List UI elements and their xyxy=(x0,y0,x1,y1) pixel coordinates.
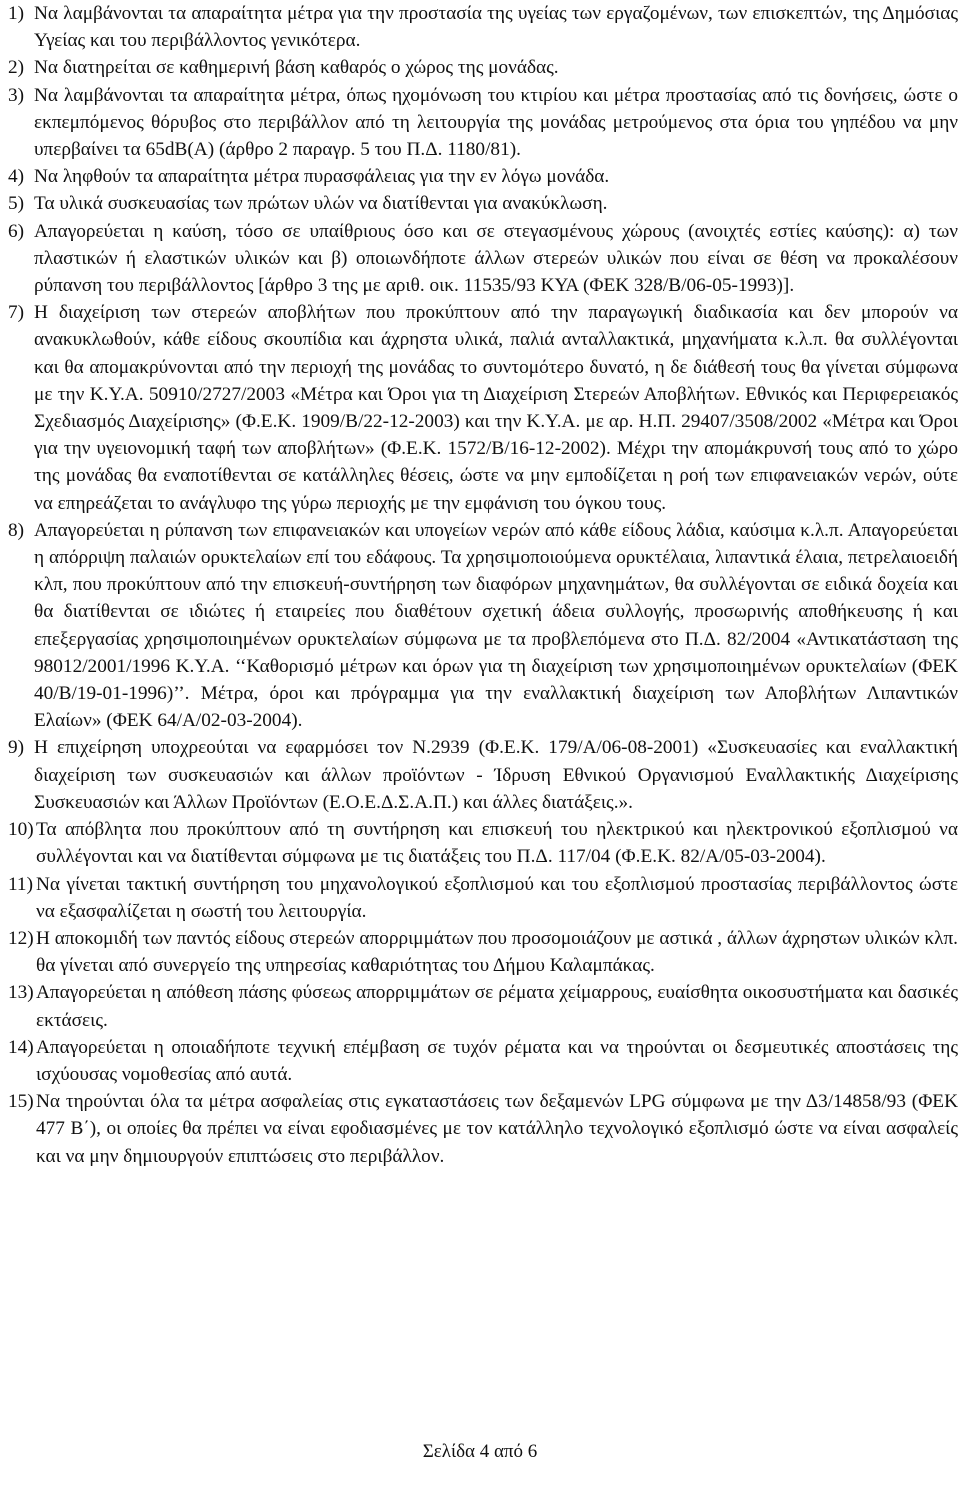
item-text: Να τηρούνται όλα τα μέτρα ασφαλείας στις εγκαταστάσεις των δεξαμενών LPG σύμφωνα με την Δ3/14858/93 (ΦΕΚ 477 Β΄), οι οποίες θα πρέπει να είναι εφοδιασμένες με τον κατάλληλο τεχνολογικό εξοπλισμό ώστε να είναι ασφαλείς και να μην δημιουργούν επιπτώσεις στο περιβάλλον. xyxy=(36,1091,958,1167)
list-item xyxy=(8,190,958,217)
item-number: 13) xyxy=(8,982,34,1004)
list-item xyxy=(8,1034,958,1088)
item-text: Απαγορεύεται η απόθεση πάσης φύσεως απορριμμάτων σε ρέματα χείμαρρους, ευαίσθητα οικοσυστήματα και δασικές εκτάσεις. xyxy=(36,982,958,1031)
item-number: 1) xyxy=(8,3,25,24)
item-text: Να ληφθούν τα απαραίτητα μέτρα πυρασφάλειας για την εν λόγω μονάδα. xyxy=(34,166,610,188)
item-text: Η διαχείριση των στερεών αποβλήτων που προκύπτουν από την παραγωγική διαδικασία και δεν μπορούν να ανακυκλωθούν, κάθε είδους σκουπίδια και άχρηστα υλικά, παλιά ανταλλακτικά, μηχανήματα κ.λ.π. θα συλλέγονται και θα απομακρύνονται από την περιοχή της μονάδας το συντομότερο δυνατό, η δε διάθεσή τους θα γίνεται σύμφωνα με την Κ.Υ.Α. 50910/2727/2003 «Μέτρα και Όροι για τη Διαχείριση Στερεών Αποβλήτων. Εθνικός και Περιφερειακός Σχεδιασμός Διαχείρισης» (Φ.Ε.Κ. 1909/Β/22-12-2003) και την Κ.Υ.Α. με αρ. Η.Π. 29407/3508/2002 «Μέτρα και Όροι για την υγειονομική ταφή των αποβλήτων» (Φ.Ε.Κ. 1572/Β/16-12-2002). Μέχρι την απομάκρυνσή τους από το χώρο της μονάδας θα εναποτίθενται σε κατάλληλες θέσεις, ώστε να μην εμποδίζεται η ροή των επιφανειακών νερών, ούτε να επηρεάζεται το ανάγλυφο της γύρω περιοχής με την εμφάνιση του όγκου τους. xyxy=(34,302,958,514)
item-text: Τα υλικά συσκευασίας των πρώτων υλών να διατίθενται για ανακύκλωση. xyxy=(34,193,608,215)
item-number: 10) xyxy=(8,819,34,841)
item-number: 6) xyxy=(8,220,25,242)
item-number: 9) xyxy=(8,737,25,759)
list-item xyxy=(8,163,958,190)
item-text: Απαγορεύεται η ρύπανση των επιφανειακών και υπογείων νερών από κάθε είδους λάδια, καύσιμα κ.λ.π. Απαγορεύεται η απόρριψη παλαιών ορυκτελαίων επί του εδάφους. Τα χρησιμοποιούμενα ορυκτέλαια, λιπαντικά έλαια, πετρελαιοειδή κλπ, που προκύπτουν από την επισκευή-συντήρηση των διαφόρων μηχανημάτων, θα συλλέγονται σε ειδικά δοχεία και θα διατίθενται σε ιδιώτες ή εταιρείες που διαθέτουν σχετική άδεια συλλογής, προσωρινής αποθήκευσης ή και επεξεργασίας χρησιμοποιημένων ορυκτελαίων σύμφωνα με τα προβλεπόμενα στο Π.Δ. 82/2004 «Αντικατάσταση της 98012/2001/1996 Κ.Υ.Α. ‘‘Καθορισμό μέτρων και όρων για τη διαχείριση των χρησιμοποιημένων ορυκτελαίων (ΦΕΚ 40/Β/19-01-1996)’’. Μέτρα, όροι και πρόγραμμα για την εναλλακτική διαχείριση των Αποβλήτων Λιπαντικών Ελαίων» (ΦΕΚ 64/Α/02-03-2004). xyxy=(34,519,958,732)
list-item xyxy=(8,299,958,517)
item-number: 2) xyxy=(8,57,25,79)
list-item xyxy=(8,218,958,300)
item-text: Τα απόβλητα που προκύπτουν από τη συντήρηση και επισκευή του ηλεκτρικού και ηλεκτρονικού εξοπλισμού να συλλέγονται και να διατίθενται σύμφωνα με τις διατάξεις του Π.Δ. 117/04 (Φ.Ε.Κ. 82/Α/05-03-2004). xyxy=(36,819,958,868)
list-item xyxy=(8,734,958,816)
conditions-list xyxy=(8,0,958,1170)
item-number: 8) xyxy=(8,519,25,541)
list-item xyxy=(8,517,958,735)
item-text: Απαγορεύεται η οποιαδήποτε τεχνική επέμβαση σε τυχόν ρέματα και να τηρούνται οι δεσμευτικές αποστάσεις της ισχύουσας νομοθεσίας από αυτά. xyxy=(36,1036,958,1085)
item-number: 12) xyxy=(8,927,34,949)
item-number: 5) xyxy=(8,193,25,215)
item-text: Να γίνεται τακτική συντήρηση του μηχανολογικού εξοπλισμού και του εξοπλισμού προστασίας περιβάλλοντος ώστε να εξασφαλίζεται η σωστή του λειτουργία. xyxy=(36,873,958,922)
item-text: Να λαμβάνονται τα απαραίτητα μέτρα για την προστασία της υγείας των εργαζομένων, των επισκεπτών, της Δημόσιας Υγείας και του περιβάλλοντος γενικότερα. xyxy=(34,3,958,52)
item-text: Απαγορεύεται η καύση, τόσο σε υπαίθριους όσο και σε στεγασμένους χώρους (ανοιχτές εστίες καύσης): α) των πλαστικών ή ελαστικών υλικών και β) οποιωνδήποτε άλλων στερεών υλικών που είναι σε θέση να προκαλέσουν ρύπανση του περιβάλλοντος [άρθρο 3 της με αριθ. οικ. 11535/93 ΚΥΑ (ΦΕΚ 328/Β/06-05-1993)]. xyxy=(34,220,958,297)
list-item xyxy=(8,0,958,54)
list-item xyxy=(8,816,958,870)
item-text: Η επιχείρηση υποχρεούται να εφαρμόσει τον Ν.2939 (Φ.Ε.Κ. 179/Α/06-08-2001) «Συσκευασίες και εναλλακτική διαχείριση των συσκευασιών και άλλων προϊόντων - Ίδρυση Εθνικού Οργανισμού Εναλλακτικής Διαχείρισης Συσκευασιών και Άλλων Προϊόντων (Ε.Ο.Ε.Δ.Σ.Α.Π.) και άλλες διατάξεις.». xyxy=(34,737,958,813)
page-number-footer: Σελίδα 4 από 6 xyxy=(422,1441,538,1462)
list-item xyxy=(8,925,958,979)
item-number: 7) xyxy=(8,302,25,324)
list-item xyxy=(8,1088,958,1170)
list-item xyxy=(8,871,958,925)
item-number: 11) xyxy=(8,873,33,895)
list-item xyxy=(8,979,958,1033)
item-text: Η αποκομιδή των παντός είδους στερεών απορριμμάτων που προσομοιάζουν με αστικά , άλλων άχρηστων υλικών κλπ. θα γίνεται από συνεργείο της υπηρεσίας καθαριότητας του Δήμου Καλαμπάκας. xyxy=(36,927,958,977)
item-text: Να διατηρείται σε καθημερινή βάση καθαρός ο χώρος της μονάδας. xyxy=(34,57,559,79)
item-number: 3) xyxy=(8,84,25,106)
item-number: 15) xyxy=(8,1091,34,1113)
list-item xyxy=(8,54,958,81)
item-text: Να λαμβάνονται τα απαραίτητα μέτρα, όπως ηχομόνωση του κτιρίου και μέτρα προστασίας από τις δονήσεις, ώστε ο εκπεμπόμενος θόρυβος στο περιβάλλον από τη λειτουργία της μονάδας μετρούμενος στα όρια του γηπέδου να μην υπερβαίνει τα 65dB(A) (άρθρο 2 παραγρ. 5 του Π.Δ. 1180/81). xyxy=(34,84,958,161)
list-item xyxy=(8,82,958,164)
item-number: 4) xyxy=(8,166,25,188)
item-number: 14) xyxy=(8,1036,34,1058)
